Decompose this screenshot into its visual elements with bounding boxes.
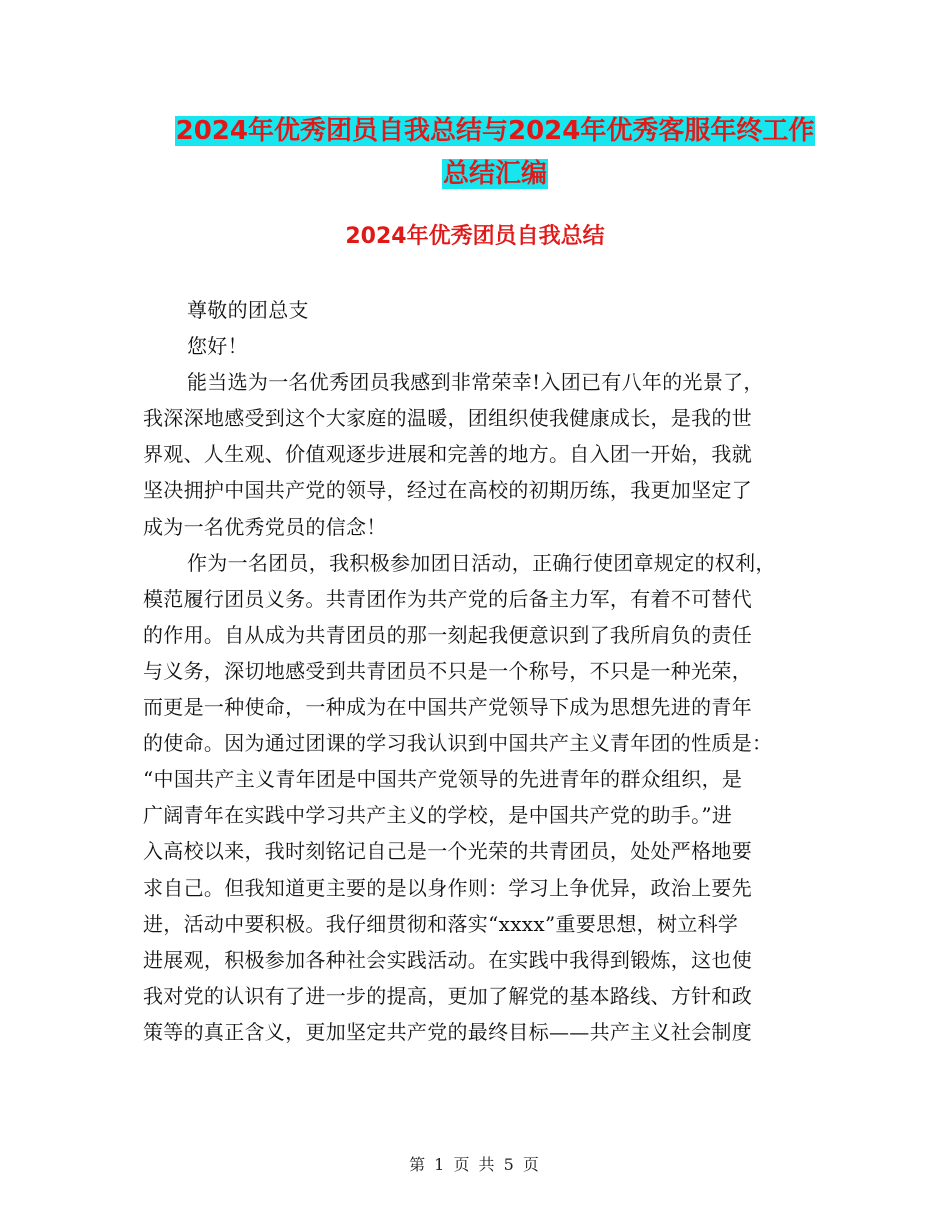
- document-title: [150, 110, 840, 196]
- document-body: [143, 292, 808, 1050]
- document-title-line1: 2024年优秀团员自我总结与2024年优秀客服年终工作: [175, 116, 815, 146]
- body-line: 成为一名优秀党员的信念！: [143, 514, 387, 539]
- body-line: 您好！: [187, 334, 248, 359]
- body-line: 与义务，深切地感受到共青团员不只是一个称号，不只是一种光荣，: [143, 658, 752, 683]
- body-line: 广阔青年在实践中学习共产主义的学校，是中国共产党的助手。”进: [143, 803, 733, 828]
- body-line: 的作用。自从成为共青团员的那一刻起我便意识到了我所肩负的责任: [143, 622, 752, 647]
- body-line: 的使命。因为通过团课的学习我认识到中国共产主义青年团的性质是：: [143, 731, 773, 756]
- body-line: “中国共产主义青年团是中国共产党领导的先进青年的群众组织，是: [143, 767, 743, 792]
- body-line: 尊敬的团总支: [187, 298, 309, 322]
- body-line: 模范履行团员义务。共青团作为共产党的后备主力军，有着不可替代: [143, 586, 752, 611]
- section-title: 2024年优秀团员自我总结: [345, 224, 605, 249]
- body-line: 入高校以来，我时刻铭记自己是一个光荣的共青团员，处处严格地要: [143, 839, 752, 864]
- body-line: 策等的真正含义，更加坚定共产党的最终目标——共产主义社会制度: [143, 1019, 752, 1044]
- body-line: 我深深地感受到这个大家庭的温暖，团组织使我健康成长，是我的世: [143, 406, 752, 431]
- body-line: 界观、人生观、价值观逐步进展和完善的地方。自入团一开始，我就: [143, 442, 752, 467]
- body-line: 求自己。但我知道更主要的是以身作则：学习上争优异，政治上要先: [143, 875, 752, 900]
- body-line: 进，活动中要积极。我仔细贯彻和落实“xxxx”重要思想，树立科学: [143, 911, 739, 936]
- document-title-line2: 总结汇编: [442, 159, 547, 189]
- body-line: 能当选为一名优秀团员我感到非常荣幸!入团已有八年的光景了，: [187, 370, 764, 395]
- page-footer: 第 1 页 共 5 页: [409, 1155, 541, 1174]
- body-line: 坚决拥护中国共产党的领导，经过在高校的初期历练，我更加坚定了: [143, 478, 752, 503]
- body-line: 进展观，积极参加各种社会实践活动。在实践中我得到锻炼，这也使: [143, 947, 752, 972]
- body-line: 作为一名团员，我积极参加团日活动，正确行使团章规定的权利，: [187, 550, 776, 575]
- body-line: 而更是一种使命，一种成为在中国共产党领导下成为思想先进的青年: [143, 695, 752, 720]
- body-line: 我对党的认识有了进一步的提高，更加了解党的基本路线、方针和政: [143, 983, 752, 1008]
